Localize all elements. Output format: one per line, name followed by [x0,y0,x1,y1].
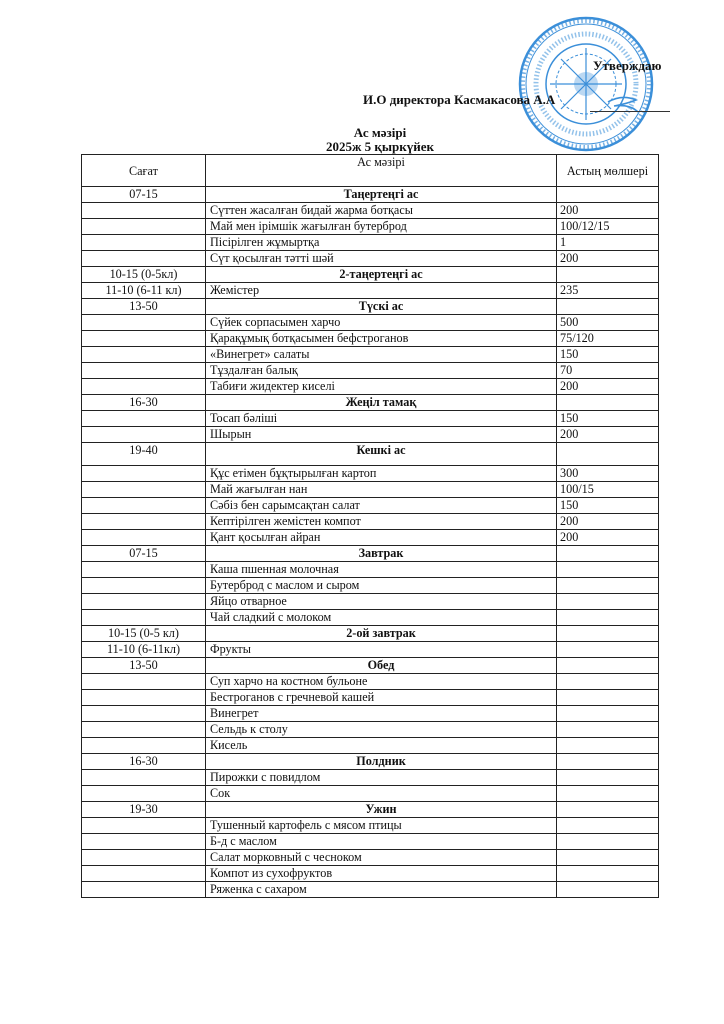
amount-cell: 200 [557,427,659,443]
amount-cell [557,594,659,610]
amount-cell: 100/15 [557,482,659,498]
table-row [82,738,659,754]
amount-cell [557,642,659,658]
table-row [82,299,659,315]
time-cell [82,466,206,482]
table-row [82,690,659,706]
amount-cell [557,722,659,738]
time-cell [82,690,206,706]
document-title: Ас мәзірі [353,125,407,140]
table-row [82,411,659,427]
time-cell [82,347,206,363]
table-row [82,427,659,443]
dish-cell: Қарақұмық ботқасымен бефстроганов [206,331,557,347]
header-menu: Ас мәзірі [206,155,557,187]
time-cell [82,706,206,722]
dish-cell: Шырын [206,427,557,443]
table-row [82,770,659,786]
signature-line [590,97,670,112]
table-row [82,610,659,626]
dish-cell: Май мен ірімшік жағылған бутерброд [206,219,557,235]
table-row [82,658,659,674]
amount-cell: 150 [557,411,659,427]
dish-cell: Пирожки с повидлом [206,770,557,786]
meal-heading: Жеңіл тамақ [206,395,557,411]
time-cell: 11-10 (6-11 кл) [82,283,206,299]
dish-cell: Пісірілген жұмыртқа [206,235,557,251]
dish-cell: Салат морковный с чесноком [206,850,557,866]
table-row [82,866,659,882]
approve-label: Утверждаю [593,58,662,73]
dish-cell: Тосап бәліші [206,411,557,427]
meal-heading: Түскі ас [206,299,557,315]
time-cell [82,594,206,610]
amount-cell: 1 [557,235,659,251]
amount-cell [557,786,659,802]
table-row [82,347,659,363]
table-row [82,267,659,283]
time-cell [82,866,206,882]
amount-cell [557,706,659,722]
time-cell [82,411,206,427]
document-date: 2025ж 5 қыркүйек [325,139,435,154]
time-cell [82,722,206,738]
amount-cell [557,562,659,578]
time-cell: 11-10 (6-11кл) [82,642,206,658]
table-row [82,706,659,722]
time-cell [82,578,206,594]
table-row [82,219,659,235]
amount-cell: 300 [557,466,659,482]
dish-cell: Тұздалған балық [206,363,557,379]
dish-cell: Май жағылған нан [206,482,557,498]
amount-cell [557,818,659,834]
table-row [82,754,659,770]
amount-cell: 70 [557,363,659,379]
table-row [82,818,659,834]
table-row [82,530,659,546]
time-cell [82,610,206,626]
amount-cell [557,299,659,315]
table-row [82,315,659,331]
amount-cell [557,866,659,882]
table-row [82,514,659,530]
amount-cell: 200 [557,530,659,546]
time-cell: 07-15 [82,187,206,203]
meal-heading: 2-таңертеңгі ас [206,267,557,283]
time-cell: 16-30 [82,754,206,770]
time-cell [82,514,206,530]
table-row [82,882,659,898]
time-cell: 19-40 [82,443,206,466]
time-cell [82,203,206,219]
time-cell [82,786,206,802]
time-cell [82,235,206,251]
amount-cell: 200 [557,514,659,530]
dish-cell: Сок [206,786,557,802]
time-cell: 13-50 [82,658,206,674]
dish-cell: Кептірілген жемістен компот [206,514,557,530]
time-cell: 19-30 [82,802,206,818]
amount-cell [557,395,659,411]
time-cell [82,562,206,578]
time-cell [82,530,206,546]
director-line: И.О директора Касмакасова А.А [363,92,556,107]
table-row [82,850,659,866]
time-cell [82,482,206,498]
meal-heading: Кешкі ас [206,443,557,466]
dish-cell: Кисель [206,738,557,754]
table-row [82,786,659,802]
table-row [82,251,659,267]
table-row [82,594,659,610]
time-cell [82,834,206,850]
amount-cell [557,626,659,642]
amount-cell: 100/12/15 [557,219,659,235]
dish-cell: Табиғи жидектер киселі [206,379,557,395]
table-header-row [82,155,659,187]
amount-cell: 150 [557,347,659,363]
time-cell [82,363,206,379]
table-row [82,802,659,818]
amount-cell: 500 [557,315,659,331]
time-cell [82,882,206,898]
amount-cell: 75/120 [557,331,659,347]
time-cell [82,315,206,331]
amount-cell [557,267,659,283]
dish-cell: Тушенный картофель с мясом птицы [206,818,557,834]
dish-cell: Компот из сухофруктов [206,866,557,882]
table-row [82,578,659,594]
dish-cell: Құс етімен бұқтырылған картоп [206,466,557,482]
meal-heading: Ужин [206,802,557,818]
meal-heading: Обед [206,658,557,674]
amount-cell: 200 [557,203,659,219]
dish-cell: Сүйек сорпасымен харчо [206,315,557,331]
table-row [82,363,659,379]
time-cell [82,818,206,834]
amount-cell [557,443,659,466]
amount-cell: 200 [557,251,659,267]
dish-cell: Винегрет [206,706,557,722]
amount-cell [557,674,659,690]
amount-cell [557,882,659,898]
dish-cell: Яйцо отварное [206,594,557,610]
amount-cell [557,690,659,706]
table-row [82,546,659,562]
time-cell: 13-50 [82,299,206,315]
dish-cell: Ряженка с сахаром [206,882,557,898]
dish-cell: Жемістер [206,283,557,299]
menu-table [81,154,659,898]
dish-cell: Бутерброд с маслом и сыром [206,578,557,594]
amount-cell [557,802,659,818]
dish-cell: Сельдь к столу [206,722,557,738]
dish-cell: «Винегрет» салаты [206,347,557,363]
table-row [82,642,659,658]
amount-cell [557,578,659,594]
time-cell [82,379,206,395]
header-amount: Астың мөлшері [557,155,659,187]
amount-cell [557,187,659,203]
table-row [82,834,659,850]
table-row [82,187,659,203]
table-row [82,722,659,738]
amount-cell [557,610,659,626]
table-row [82,498,659,514]
time-cell: 07-15 [82,546,206,562]
meal-heading: 2-ой завтрак [206,626,557,642]
amount-cell [557,850,659,866]
dish-cell: Қант қосылған айран [206,530,557,546]
amount-cell [557,546,659,562]
table-row [82,562,659,578]
amount-cell [557,834,659,850]
table-row [82,235,659,251]
table-row [82,466,659,482]
time-cell [82,331,206,347]
table-row [82,203,659,219]
table-row [82,379,659,395]
amount-cell [557,658,659,674]
dish-cell: Чай сладкий с молоком [206,610,557,626]
table-row [82,395,659,411]
dish-cell: Сәбіз бен сарымсақтан салат [206,498,557,514]
time-cell [82,498,206,514]
table-row [82,283,659,299]
table-row [82,331,659,347]
amount-cell [557,770,659,786]
meal-heading: Таңертеңгі ас [206,187,557,203]
dish-cell: Б-д с маслом [206,834,557,850]
time-cell: 10-15 (0-5кл) [82,267,206,283]
dish-cell: Фрукты [206,642,557,658]
time-cell [82,674,206,690]
time-cell [82,738,206,754]
table-row [82,674,659,690]
dish-cell: Суп харчо на костном бульоне [206,674,557,690]
amount-cell: 235 [557,283,659,299]
time-cell [82,251,206,267]
table-row [82,443,659,466]
time-cell [82,850,206,866]
amount-cell [557,754,659,770]
time-cell [82,770,206,786]
meal-heading: Полдник [206,754,557,770]
amount-cell [557,738,659,754]
time-cell [82,427,206,443]
dish-cell: Каша пшенная молочная [206,562,557,578]
table-row [82,626,659,642]
meal-heading: Завтрак [206,546,557,562]
dish-cell: Сүт қосылған тәтті шәй [206,251,557,267]
time-cell: 16-30 [82,395,206,411]
dish-cell: Бестроганов с гречневой кашей [206,690,557,706]
time-cell: 10-15 (0-5 кл) [82,626,206,642]
header-time: Сағат [82,155,206,187]
dish-cell: Сүттен жасалған бидай жарма ботқасы [206,203,557,219]
amount-cell: 200 [557,379,659,395]
table-row [82,482,659,498]
time-cell [82,219,206,235]
amount-cell: 150 [557,498,659,514]
